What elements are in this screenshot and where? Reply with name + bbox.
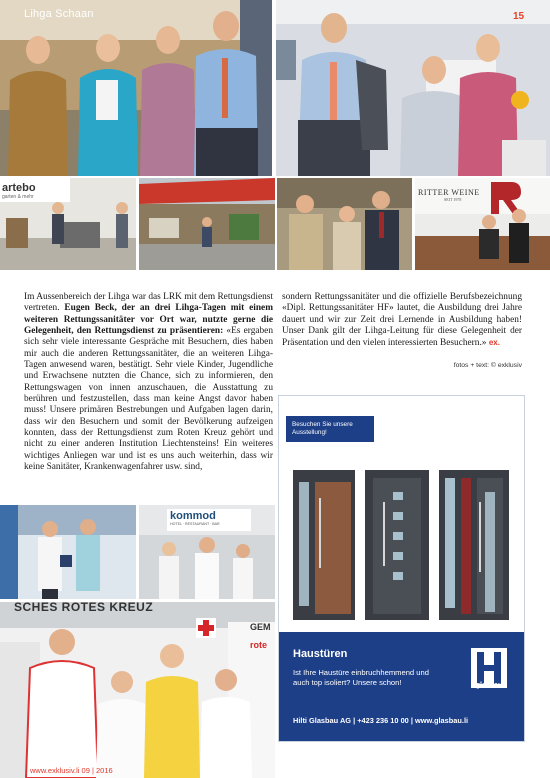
- article-body: «Es ergaben sich sehr viele interessante Gespräche mit Besuchern, dies haben mir auch die anderen Rettungssanitäter, die an weiteren Lihga-Tagen anwesend waren, bestätigt. Sehr viele Kinder, Jugendliche und Erwachsene nutzten die Chance, sich zu informieren, den Rettungswagen von innen anzuschauen, die Ausstattung zu berühren und festzustellen, dass man keine Angst davor haben muss! Unsere primären Bestrebungen und Aufgaben lagen darin, dass wir den Besuchern und somit der Bevölkerung aufzeigen konnten, dass der Rettungsdienst zum Roten Kreuz gehört und nicht zu einer anderen Institution Liechtensteins! Ein weiteres wichtiges Anliegen war und ist es uns auch weiterhin, dass wir keine Sanitäter, Krankenwagenfahrer usw. sind,: [24, 326, 273, 473]
- photo-rotes-kreuz-team: [0, 602, 275, 778]
- artebo-tagline: garten & mehr: [2, 194, 34, 200]
- page-number: 15: [513, 11, 525, 22]
- kommod-tagline: HOTEL · RESTAURANT · BAR: [170, 522, 220, 526]
- artebo-sign: [2, 182, 36, 200]
- rotes-kreuz-text: SCHES ROTES KREUZ: [14, 600, 154, 614]
- ad-badge: Besuchen Sie unsere Ausstellung!: [286, 416, 374, 442]
- rotes-kreuz-side-2: rote: [250, 640, 268, 650]
- ritter-sign: [418, 188, 480, 202]
- photo-red-cross-duo: [0, 505, 136, 599]
- ad-doors-illustration: [279, 442, 524, 632]
- section-label: Lihga Schaan: [24, 8, 94, 20]
- ad-logo-text: glasbau: [475, 682, 503, 689]
- article-highlight: Eugen Beck, der an drei Lihga-Tagen mit einem weiteren Rettungssanitäter vor Ort war, nutzte gerne die Gelegenheit, den Rettungsdienst zu präsentieren:: [24, 303, 273, 337]
- rotes-kreuz-side-sign: [250, 622, 271, 650]
- ad-info-panel: [279, 632, 524, 741]
- photo-guests-evening: [277, 178, 412, 270]
- glasbau-advertisement[interactable]: [278, 395, 525, 742]
- article-lead: Im Aussenbereich der Lihga war das LRK mit dem Rettungsdienst vertreten.: [24, 292, 273, 314]
- ritter-since: SEIT 1978: [444, 197, 462, 202]
- ad-contact[interactable]: Hilti Glasbau AG | +423 236 10 00 | www.glasbau.li: [293, 716, 469, 725]
- ad-text: Ist Ihre Haustüre einbruchhemmend und auch top isoliert? Unsere schon!: [293, 668, 429, 687]
- kommod-logo: kommod: [170, 510, 216, 522]
- photo-lihga-guests: [276, 0, 550, 176]
- ad-title: Haustüren: [293, 648, 348, 660]
- kommod-sign: [170, 510, 220, 526]
- page-footer: www.exklusiv.li 09 | 2016: [30, 766, 113, 775]
- article-end-mark: ex.: [488, 338, 500, 348]
- photo-visitors-group: [0, 0, 272, 176]
- photo-outdoor-tent: [139, 178, 275, 270]
- article-column-1: [24, 292, 273, 474]
- rotes-kreuz-banner: [14, 600, 153, 614]
- rotes-kreuz-side-1: GEM: [250, 622, 271, 632]
- article-column-2: [282, 292, 522, 350]
- artebo-logo: artebo: [2, 182, 36, 194]
- article-continued: sondern Rettungssanitäter und die offizielle Berufsbezeichnung «Dipl. Rettungssanitäter HF» lautet, die Ausbildung drei Jahre dauert und wir zur Zeit drei Lernende in Ausbildung haben! Unser Dank gilt der Lihga-Leitung für diese Gelegenheit der Präsentation und den vielen interessierten Besuchern.»: [282, 292, 522, 349]
- ritter-logo-text: RITTER WEINE: [418, 188, 480, 197]
- photo-credit: fotos + text: © exklusiv: [453, 362, 522, 369]
